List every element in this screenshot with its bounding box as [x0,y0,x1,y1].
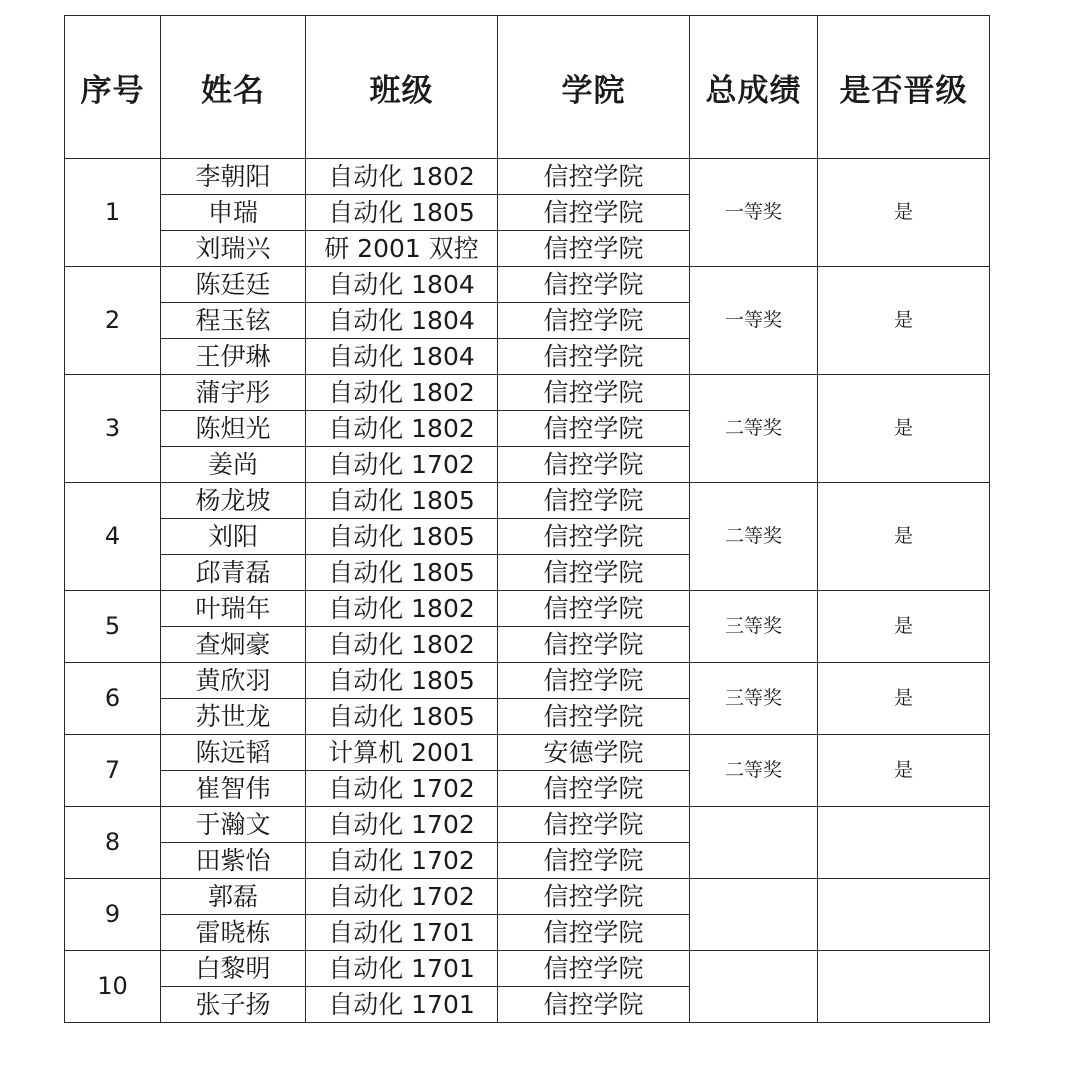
class-cell: 自动化 1805 [306,699,498,735]
college-cell: 信控学院 [498,699,690,735]
total-score-cell [690,879,818,951]
college-cell: 信控学院 [498,375,690,411]
name-cell: 崔智伟 [161,771,306,807]
college-cell: 信控学院 [498,555,690,591]
promoted-cell: 是 [818,267,990,375]
class-cell: 自动化 1805 [306,555,498,591]
name-cell: 陈远韬 [161,735,306,771]
college-cell: 信控学院 [498,807,690,843]
name-cell: 陈炟光 [161,411,306,447]
table-row [65,951,990,987]
name-cell: 杨龙坡 [161,483,306,519]
class-cell: 计算机 2001 [306,735,498,771]
class-cell: 自动化 1805 [306,483,498,519]
table-row [65,591,990,627]
name-cell: 王伊琳 [161,339,306,375]
name-cell: 查炯豪 [161,627,306,663]
header-name: 姓名 [161,16,306,159]
college-cell: 信控学院 [498,879,690,915]
class-cell: 自动化 1702 [306,879,498,915]
class-cell: 自动化 1802 [306,375,498,411]
class-cell: 自动化 1805 [306,663,498,699]
total-score-cell: 二等奖 [690,735,818,807]
class-cell: 自动化 1804 [306,267,498,303]
college-cell: 信控学院 [498,663,690,699]
name-cell: 刘瑞兴 [161,231,306,267]
name-cell: 雷晓栋 [161,915,306,951]
name-cell: 陈廷廷 [161,267,306,303]
college-cell: 信控学院 [498,591,690,627]
seq-cell: 7 [65,735,161,807]
total-score-cell: 一等奖 [690,267,818,375]
class-cell: 研 2001 双控 [306,231,498,267]
college-cell: 信控学院 [498,483,690,519]
college-cell: 信控学院 [498,771,690,807]
name-cell: 蒲宇彤 [161,375,306,411]
promoted-cell: 是 [818,483,990,591]
promoted-cell: 是 [818,663,990,735]
college-cell: 信控学院 [498,843,690,879]
seq-cell: 10 [65,951,161,1023]
college-cell: 信控学院 [498,267,690,303]
seq-cell: 5 [65,591,161,663]
promoted-cell [818,879,990,951]
class-cell: 自动化 1802 [306,159,498,195]
header-college: 学院 [498,16,690,159]
college-cell: 信控学院 [498,231,690,267]
table-row [65,483,990,519]
name-cell: 郭磊 [161,879,306,915]
seq-cell: 1 [65,159,161,267]
promoted-cell [818,807,990,879]
college-cell: 信控学院 [498,627,690,663]
class-cell: 自动化 1701 [306,951,498,987]
name-cell: 黄欣羽 [161,663,306,699]
total-score-cell: 三等奖 [690,663,818,735]
total-score-cell [690,807,818,879]
table-row [65,375,990,411]
table-row [65,879,990,915]
class-cell: 自动化 1702 [306,771,498,807]
class-cell: 自动化 1802 [306,411,498,447]
promoted-cell: 是 [818,159,990,267]
class-cell: 自动化 1702 [306,447,498,483]
college-cell: 信控学院 [498,987,690,1023]
promoted-cell: 是 [818,735,990,807]
class-cell: 自动化 1702 [306,843,498,879]
name-cell: 苏世龙 [161,699,306,735]
total-score-cell: 一等奖 [690,159,818,267]
class-cell: 自动化 1701 [306,987,498,1023]
name-cell: 李朝阳 [161,159,306,195]
name-cell: 申瑞 [161,195,306,231]
table-row [65,735,990,771]
college-cell: 信控学院 [498,447,690,483]
promoted-cell: 是 [818,591,990,663]
class-cell: 自动化 1802 [306,591,498,627]
header-total-score: 总成绩 [690,16,818,159]
class-cell: 自动化 1805 [306,195,498,231]
college-cell: 信控学院 [498,915,690,951]
name-cell: 姜尚 [161,447,306,483]
header-class: 班级 [306,16,498,159]
header-seq: 序号 [65,16,161,159]
name-cell: 张子扬 [161,987,306,1023]
name-cell: 叶瑞年 [161,591,306,627]
table-body [65,159,990,1023]
name-cell: 邱青磊 [161,555,306,591]
seq-cell: 6 [65,663,161,735]
total-score-cell [690,951,818,1023]
class-cell: 自动化 1804 [306,303,498,339]
name-cell: 程玉铉 [161,303,306,339]
table-row [65,267,990,303]
header-promoted: 是否晋级 [818,16,990,159]
promoted-cell [818,951,990,1023]
table-header [65,16,990,159]
name-cell: 白黎明 [161,951,306,987]
total-score-cell: 三等奖 [690,591,818,663]
seq-cell: 8 [65,807,161,879]
class-cell: 自动化 1802 [306,627,498,663]
college-cell: 信控学院 [498,951,690,987]
college-cell: 信控学院 [498,159,690,195]
table-row [65,807,990,843]
total-score-cell: 二等奖 [690,375,818,483]
table-row [65,663,990,699]
seq-cell: 3 [65,375,161,483]
promoted-cell: 是 [818,375,990,483]
class-cell: 自动化 1805 [306,519,498,555]
results-table [64,15,990,1023]
college-cell: 信控学院 [498,411,690,447]
college-cell: 信控学院 [498,303,690,339]
total-score-cell: 二等奖 [690,483,818,591]
name-cell: 刘阳 [161,519,306,555]
name-cell: 田紫怡 [161,843,306,879]
table-row [65,159,990,195]
college-cell: 安德学院 [498,735,690,771]
seq-cell: 9 [65,879,161,951]
name-cell: 于瀚文 [161,807,306,843]
seq-cell: 2 [65,267,161,375]
college-cell: 信控学院 [498,339,690,375]
class-cell: 自动化 1702 [306,807,498,843]
college-cell: 信控学院 [498,195,690,231]
seq-cell: 4 [65,483,161,591]
college-cell: 信控学院 [498,519,690,555]
class-cell: 自动化 1804 [306,339,498,375]
header-row [65,16,990,159]
class-cell: 自动化 1701 [306,915,498,951]
